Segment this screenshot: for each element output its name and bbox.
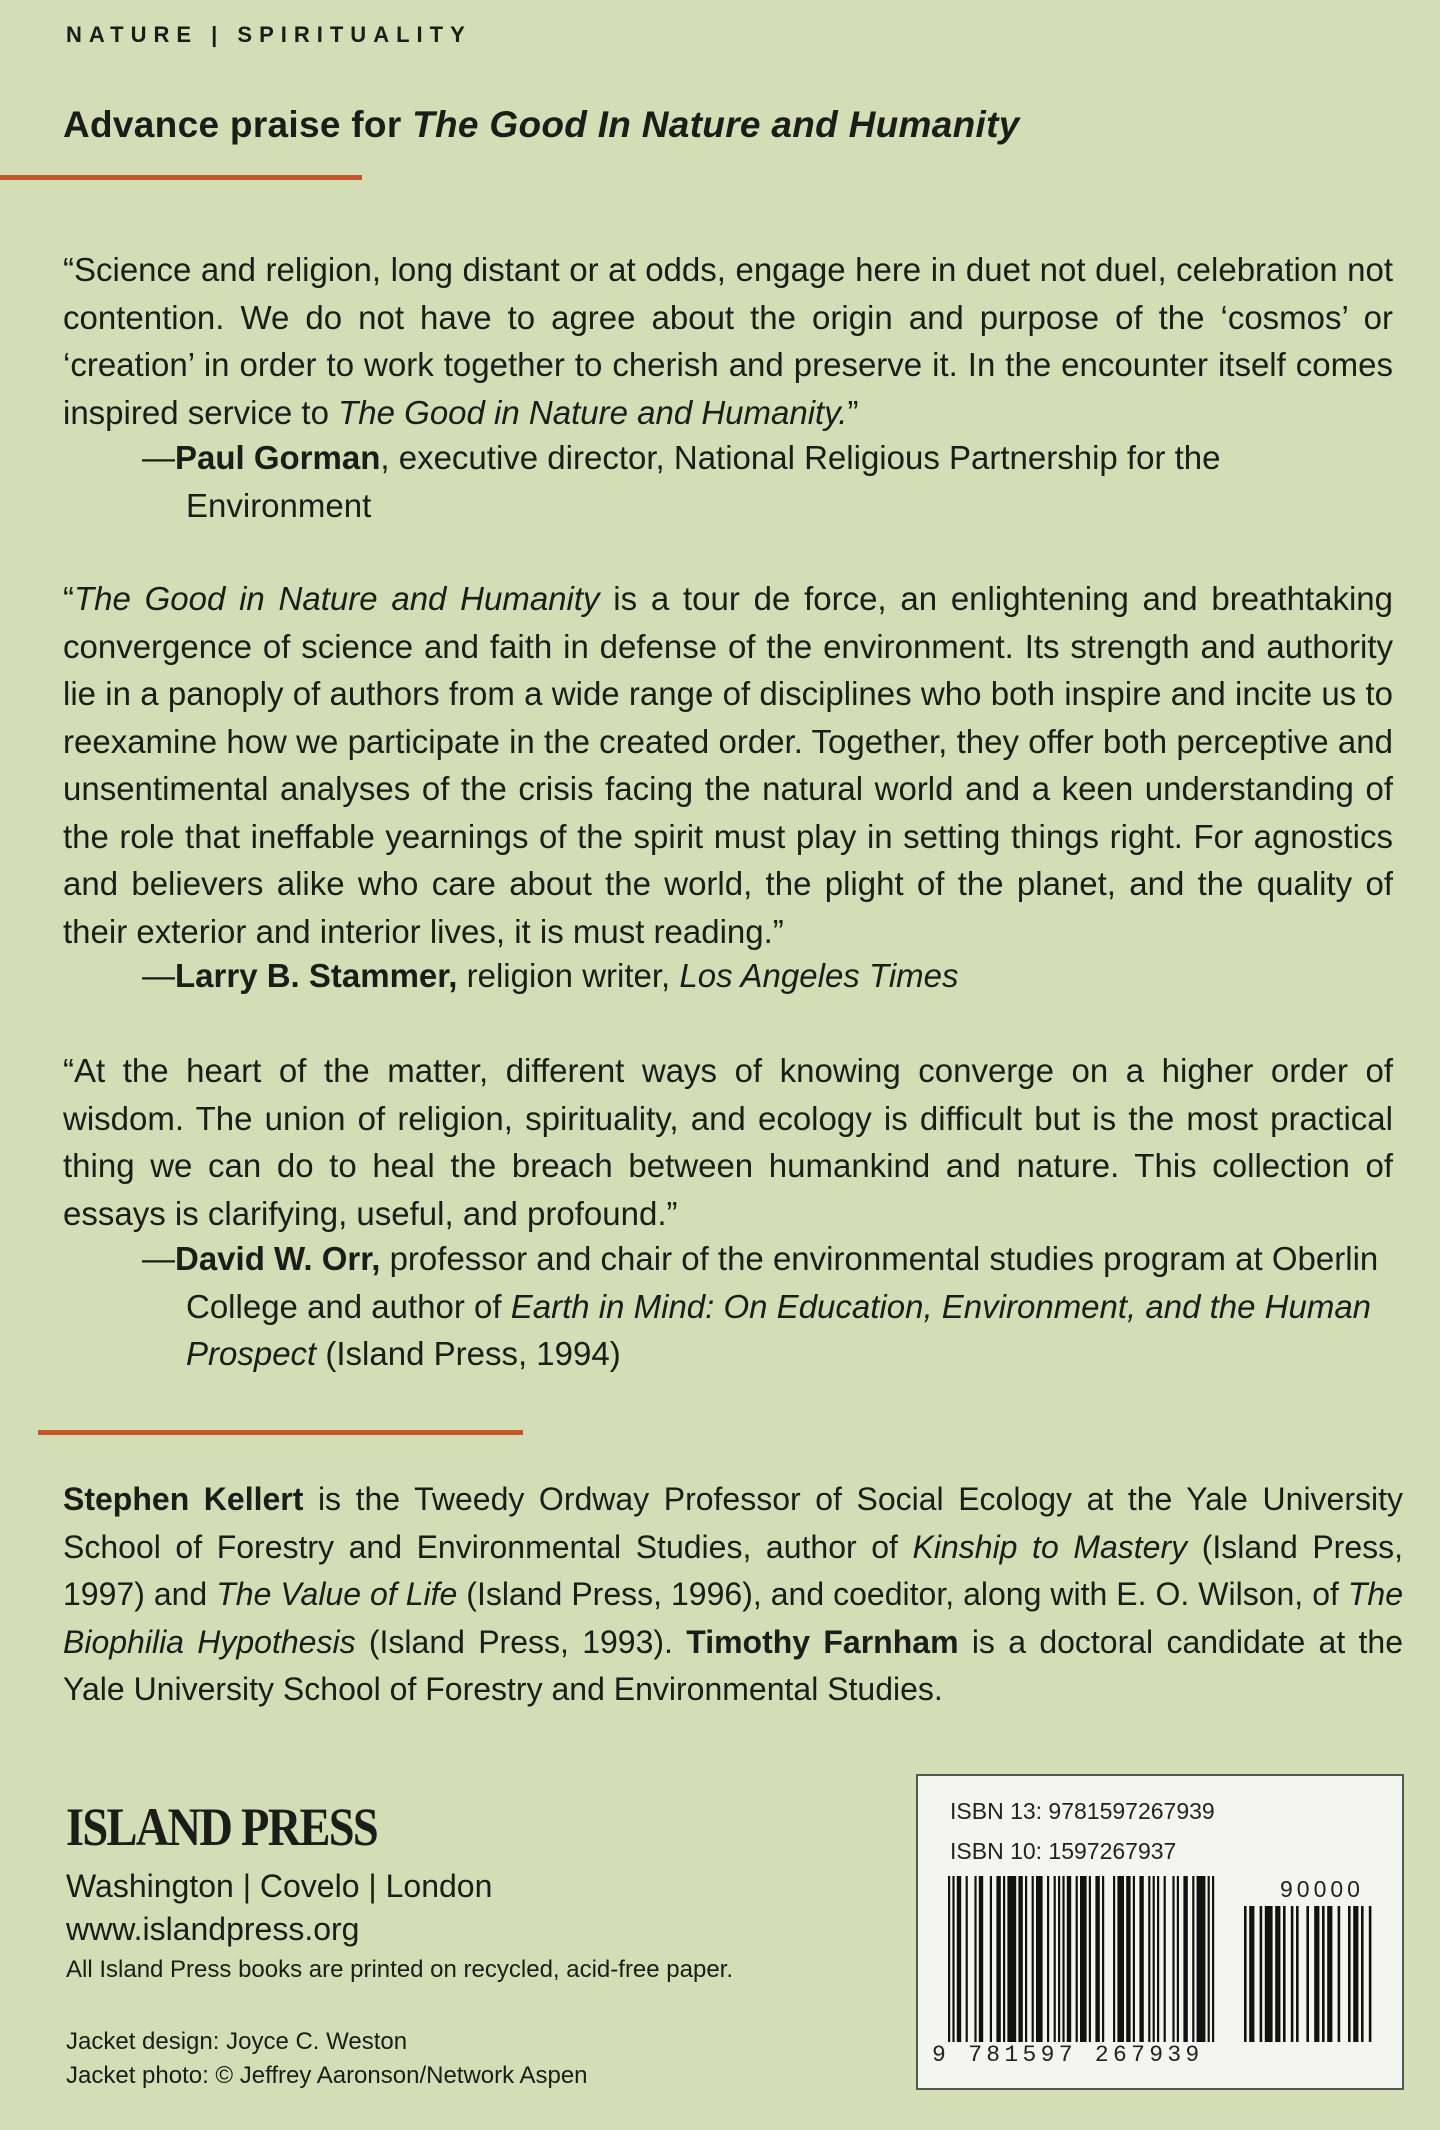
- barcode-bar: [1260, 1906, 1263, 2042]
- bio-name-farnham: Timothy Farnham: [686, 1623, 959, 1660]
- dash: —: [142, 439, 175, 476]
- barcode-bar: [1348, 1906, 1351, 2042]
- barcode-bar: [948, 1876, 950, 2042]
- barcode-bar: [974, 1876, 976, 2042]
- barcode-bar: [1047, 1876, 1049, 2042]
- barcode-bar: [1322, 1906, 1325, 2042]
- barcode-bar: [1036, 1876, 1043, 2042]
- barcode-bar: [1249, 1906, 1254, 2042]
- quote-1-close: ”: [847, 393, 859, 431]
- barcode-bar: [1113, 1876, 1115, 2042]
- bio-text: is the Tweedy Ordway Professor of Social Ecology at the Yale University School of Forestry and Environmental Studies, author of: [63, 1481, 1404, 1565]
- publisher-logo: ISLAND PRESS: [66, 1797, 377, 1857]
- barcode-bar: [1197, 1876, 1206, 2042]
- barcode-bar: [1157, 1876, 1159, 2042]
- author-bio: [63, 1476, 1403, 1714]
- barcode-bar: [1244, 1906, 1247, 2042]
- price-code: 90000: [1280, 1876, 1364, 1902]
- barcode-bar: [996, 1876, 1000, 2042]
- praise-quote-2: [63, 575, 1393, 955]
- barcode-bar: [1139, 1876, 1143, 2042]
- category-label: NATURE | SPIRITUALITY: [66, 22, 472, 47]
- praise-headline: [63, 104, 1020, 146]
- barcode-bar: [1126, 1876, 1130, 2042]
- barcode-bar: [1062, 1876, 1064, 2042]
- bio-book: The Value of Life: [216, 1576, 458, 1612]
- barcode-bar: [1183, 1876, 1187, 2042]
- dash: —: [142, 957, 175, 994]
- barcode-bar: [957, 1876, 961, 2042]
- barcode-bar: [1117, 1876, 1124, 2042]
- quote-1-text: “Science and religion, long distant or at odds, engage here in duet not duel, celebration not contention. We do not have to agree about the origin and purpose of the ‘cosmos’ or ‘creation’ in order to work together to cherish and preserve it. In the encounter itself comes inspired service to: [63, 251, 1393, 431]
- quote-1-author: Paul Gorman: [175, 439, 381, 476]
- barcode-bar: [1208, 1876, 1210, 2042]
- quote-3-text: “At the heart of the matter, different ways of knowing converge on a higher order of wisdom. The union of religion, spirituality, and ecology is difficult but is the most practical thing we can do to heal the breach between humankind and nature. This collection of essays is clarifying, useful, and profound.”: [63, 1052, 1393, 1232]
- barcode-bar: [1018, 1876, 1022, 2042]
- quote-2-publication: Los Angeles Times: [679, 957, 959, 994]
- quote-3-book: Earth in Mind: On Education, Environment, and the Human Prospect: [186, 1287, 1372, 1372]
- barcode-bar: [1265, 1906, 1273, 2042]
- barcode-bar: [1054, 1876, 1056, 2042]
- quote-1-attribution: [142, 434, 1402, 529]
- quote-2-text: is a tour de force, an enlightening and breathtaking convergence of science and faith in defense of the environment. Its strength and authority lie in a panoply of authors from a wide range of disciplines who both inspire and incite us to reexamine how we participate in the created order. Together, they offer both perceptive and unsentimental analyses of the crisis facing the natural world and a keen understanding of the role that ineffable yearnings of the spirit must play in setting things right. For agnostics and believers alike who care about the world, the plight of the planet, and the quality of their exterior and interior lives, it is must reading.”: [63, 580, 1394, 950]
- barcode-bar: [1133, 1876, 1135, 2042]
- barcode-bar: [1369, 1906, 1372, 2042]
- barcode-bar: [1080, 1876, 1087, 2042]
- barcode-bar: [1153, 1876, 1155, 2042]
- barcode-bar: [1172, 1876, 1174, 2042]
- barcode-panel: [916, 1774, 1404, 2090]
- publisher-cities: Washington | Covelo | London: [66, 1868, 493, 1904]
- quote-3-author: David W. Orr,: [175, 1240, 381, 1277]
- ean-barcode: [948, 1876, 1226, 2042]
- praise-quote-1: [63, 246, 1393, 436]
- praise-quote-3: [63, 1047, 1393, 1237]
- barcode-bar: [1327, 1906, 1332, 2042]
- quote-3-book-note: (Island Press, 1994): [316, 1335, 621, 1372]
- isbn-10: ISBN 10: 1597267937: [950, 1838, 1177, 1864]
- barcode-bar: [1102, 1876, 1104, 2042]
- accent-rule-top: [0, 175, 362, 180]
- jacket-design-credit: Jacket design: Joyce C. Weston: [66, 2028, 408, 2055]
- bio-name-kellert: Stephen Kellert: [63, 1481, 304, 1517]
- barcode-bar: [1003, 1876, 1005, 2042]
- headline-prefix: Advance praise for: [63, 104, 413, 145]
- headline-book-title: The Good In Nature and Humanity: [412, 104, 1020, 145]
- barcode-bar: [1058, 1876, 1060, 2042]
- bio-text: (Island Press, 1996), and coeditor, along with E. O. Wilson, of: [457, 1576, 1348, 1612]
- isbn-13: ISBN 13: 9781597267939: [950, 1798, 1215, 1824]
- barcode-bar: [1353, 1906, 1358, 2042]
- quote-2-role: religion writer,: [457, 957, 680, 994]
- barcode-bar: [1275, 1906, 1280, 2042]
- barcode-bar: [1095, 1876, 1099, 2042]
- barcode-bar: [979, 1876, 983, 2042]
- barcode-bar: [1148, 1876, 1150, 2042]
- quote-2-open: “: [63, 580, 74, 617]
- bio-text: (Island Press, 1993).: [355, 1623, 687, 1660]
- barcode-bar: [1283, 1906, 1286, 2042]
- bio-text: is a doctoral candidate at the Yale University School of Forestry and Environmental Studies.: [63, 1623, 1403, 1707]
- barcode-bar: [1076, 1876, 1078, 2042]
- barcode-bar: [1007, 1876, 1016, 2042]
- barcode-bar: [990, 1876, 992, 2042]
- barcode-bar: [1164, 1876, 1166, 2042]
- quote-2-book-title: The Good in Nature and Humanity: [74, 580, 600, 617]
- recycled-note: All Island Press books are printed on recycled, acid-free paper.: [66, 1956, 734, 1983]
- bio-text: (Island Press, 1997) and: [63, 1528, 1404, 1612]
- barcode-bar: [1212, 1876, 1214, 2042]
- quote-3-attribution: [142, 1235, 1402, 1378]
- barcode-bar: [1067, 1876, 1071, 2042]
- barcode-bar: [1032, 1876, 1034, 2042]
- barcode-bar: [966, 1876, 968, 2042]
- addon-barcode: [1244, 1906, 1384, 2042]
- barcode-bar: [1192, 1876, 1194, 2042]
- barcode-bar: [952, 1876, 954, 2042]
- quote-1-book-title: The Good in Nature and Humanity.: [338, 393, 848, 431]
- quote-1-role: , executive director, National Religious Partnership for the Environment: [186, 439, 1221, 524]
- barcode-bar: [1314, 1906, 1319, 2042]
- bio-book: The Biophilia Hypothesis: [63, 1576, 1404, 1660]
- barcode-number: 9 781597 267939: [932, 2042, 1204, 2068]
- jacket-photo-credit: Jacket photo: © Jeffrey Aaronson/Network Aspen: [66, 2062, 588, 2089]
- publisher-website: www.islandpress.org: [66, 1911, 360, 1947]
- barcode-bar: [1306, 1906, 1309, 2042]
- quote-2-author: Larry B. Stammer,: [175, 957, 458, 994]
- barcode-bar: [1291, 1906, 1294, 2042]
- barcode-bar: [1338, 1906, 1341, 2042]
- barcode-bar: [1089, 1876, 1091, 2042]
- barcode-bar: [1361, 1906, 1364, 2042]
- bio-book: Kinship to Mastery: [912, 1528, 1188, 1565]
- barcode-bar: [1177, 1876, 1179, 2042]
- accent-rule-bottom: [38, 1430, 523, 1435]
- quote-3-role: professor and chair of the environmental studies program at Oberlin College and author of: [186, 1240, 1379, 1325]
- barcode-bar: [1296, 1906, 1299, 2042]
- barcode-bar: [1025, 1876, 1027, 2042]
- quote-2-attribution: [142, 952, 1402, 1000]
- dash: —: [142, 1240, 175, 1277]
